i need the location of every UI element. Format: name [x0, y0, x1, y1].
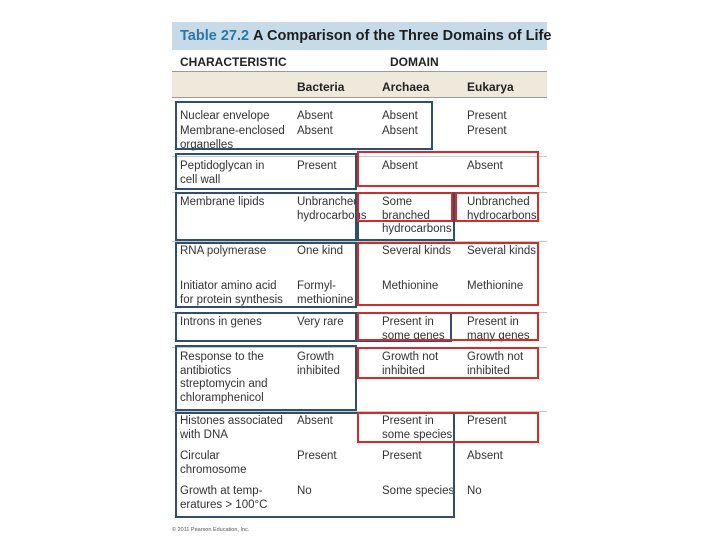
bacteria-cell: Absent — [297, 125, 333, 137]
header-rule — [172, 71, 547, 72]
red-outline-antibiotics — [357, 347, 539, 379]
bacteria-cell: Present — [297, 160, 337, 172]
eukarya-cell: Present — [467, 415, 507, 427]
characteristic-cell: Response to the antibiotics streptomycin and chloramphenicol — [180, 351, 268, 404]
eukarya-cell: Absent — [467, 160, 503, 172]
domain-header: DOMAIN — [390, 55, 439, 69]
red-outline-histones — [357, 412, 539, 443]
table-title: A Comparison of the Three Domains of Life — [253, 28, 552, 44]
bacteria-cell: Formyl- methionine — [297, 280, 354, 306]
blue-outline-lipids-block — [175, 192, 357, 241]
red-outline-peptidoglycan — [357, 151, 539, 187]
bacteria-cell: Growth inhibited — [297, 351, 340, 377]
eukarya-cell: Unbranched hydrocarbons — [467, 196, 537, 222]
bacteria-cell: Unbranched hydrocarbons — [297, 196, 367, 222]
bacteria-cell: Absent — [297, 110, 333, 122]
characteristic-cell: Circular chromosome — [180, 450, 247, 476]
characteristic-cell: Initiator amino acid for protein synthesis — [180, 280, 283, 306]
characteristic-cell: Membrane lipids — [180, 196, 265, 208]
archaea-cell: Absent — [382, 110, 418, 122]
table-title-bar — [172, 22, 552, 50]
table-number: Table 27.2 — [180, 28, 250, 44]
characteristic-cell: Growth at temp- eratures > 100°C — [180, 485, 268, 511]
copyright-notice: © 2011 Pearson Education, Inc. — [172, 527, 250, 533]
domain-archaea-header: Archaea — [382, 80, 430, 94]
red-outline-introns — [357, 312, 539, 341]
header-rule-bottom — [172, 97, 547, 98]
characteristic-cell: Peptidoglycan in cell wall — [180, 160, 265, 186]
archaea-cell: Absent — [382, 160, 418, 172]
blue-outline-nucleus-block — [175, 101, 433, 150]
red-outline-lipids-archaea — [357, 192, 453, 222]
archaea-cell: Methionine — [382, 280, 439, 292]
eukarya-cell: No — [467, 485, 482, 497]
archaea-cell: Some branched hydrocarbons — [382, 196, 452, 236]
domain-bacteria-header: Bacteria — [297, 80, 345, 94]
blue-outline-antibiotics-block — [175, 345, 357, 411]
archaea-cell: Growth not inhibited — [382, 351, 439, 377]
characteristic-cell: Introns in genes — [180, 316, 262, 328]
bacteria-cell: Absent — [297, 415, 333, 427]
archaea-cell: Some species — [382, 485, 455, 497]
eukarya-cell: Present — [467, 110, 507, 122]
red-outline-lipids-eukarya — [455, 192, 539, 222]
bacteria-cell: One kind — [297, 245, 344, 257]
archaea-cell: Absent — [382, 125, 418, 137]
archaea-cell: Present — [382, 450, 422, 462]
blue-outline-introns-block — [175, 312, 357, 342]
archaea-cell: Present in some genes — [382, 316, 445, 342]
characteristic-cell: Nuclear envelope — [180, 110, 270, 122]
red-outline-polymerase — [357, 242, 539, 306]
characteristic-header: CHARACTERISTIC — [180, 55, 287, 69]
bacteria-cell: Very rare — [297, 316, 344, 328]
archaea-cell: Present in some species — [382, 415, 453, 441]
domain-eukarya-header: Eukarya — [467, 80, 514, 94]
eukarya-cell: Growth not inhibited — [467, 351, 524, 377]
blue-outline-polymerase-block — [175, 242, 357, 308]
eukarya-cell: Absent — [467, 450, 503, 462]
characteristic-cell: Histones associated with DNA — [180, 415, 283, 441]
eukarya-cell: Several kinds — [467, 245, 537, 257]
characteristic-cell: RNA polymerase — [180, 245, 267, 257]
archaea-cell: Several kinds — [382, 245, 452, 257]
bacteria-cell: Present — [297, 450, 337, 462]
eukarya-cell: Methionine — [467, 280, 524, 292]
blue-outline-peptidoglycan-block — [175, 153, 357, 190]
bacteria-cell: No — [297, 485, 312, 497]
eukarya-cell: Present in many genes — [467, 316, 530, 342]
characteristic-cell: Membrane-enclosed organelles — [180, 125, 285, 151]
eukarya-cell: Present — [467, 125, 507, 137]
